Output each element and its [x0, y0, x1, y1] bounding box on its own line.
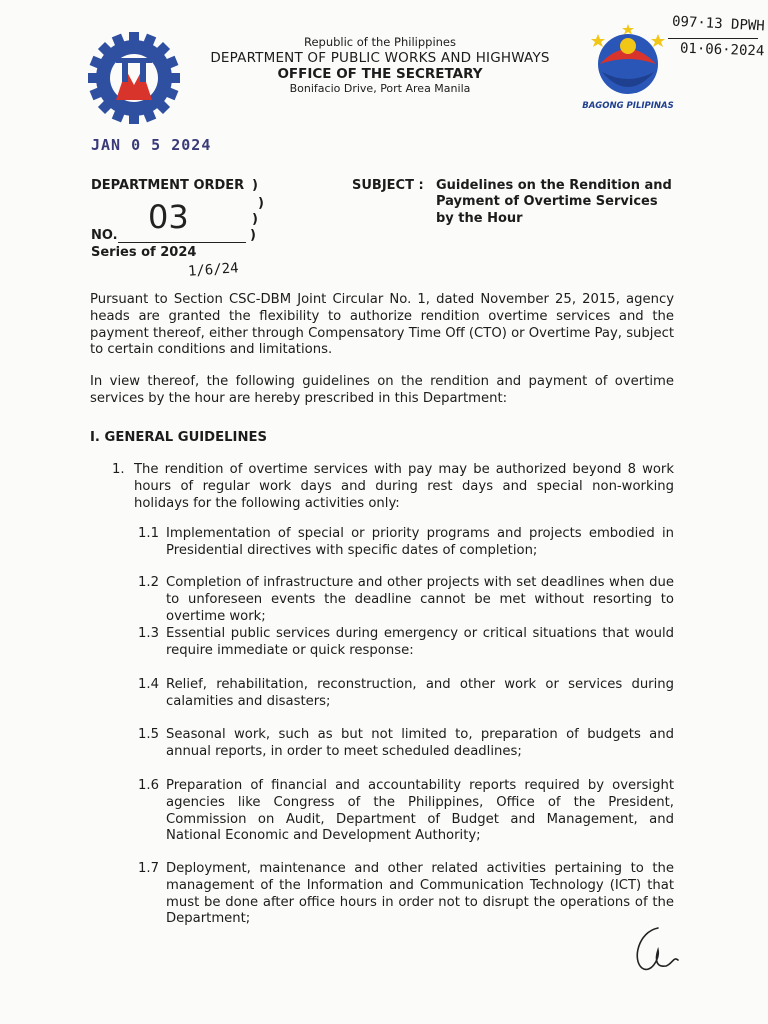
subitem-number: 1.1 [138, 526, 159, 541]
initial-date: 1/6/24 [187, 260, 240, 280]
section-heading: I. GENERAL GUIDELINES [90, 430, 267, 445]
subitem-number: 1.3 [138, 626, 159, 641]
subitem-number: 1.2 [138, 575, 159, 590]
order-number: 03 [148, 198, 189, 236]
item-text: The rendition of overtime services with pay may be authorized beyond 8 work hours of regular work days and during rest days and special non-working holidays for the following activities only: [134, 462, 674, 511]
subitem-number: 1.6 [138, 778, 159, 793]
subitem-text: Relief, rehabilitation, reconstruction, and other work or services during calamities and disasters; [166, 677, 674, 709]
republic-text: Republic of the Philippines [303, 35, 457, 49]
subitem-text: Completion of infrastructure and other projects with set deadlines when due to unforeseen events the deadline cannot be met without resorting to overtime work; [166, 575, 674, 624]
subitem-text: Essential public services during emergency or critical situations that would require immediate or quick response: [166, 626, 674, 658]
item-number: 1. [112, 462, 125, 477]
subject-label: SUBJECT : [352, 178, 424, 193]
order-number-label: NO. [91, 228, 118, 243]
office-address: Bonifacio Drive, Port Area Manila [289, 82, 471, 96]
subitem-number: 1.7 [138, 861, 159, 876]
signature-initial [628, 920, 688, 980]
subitem-text: Seasonal work, such as but not limited to, preparation of budgets and annual reports, in order to meet scheduled deadlines; [166, 727, 674, 759]
bracket-2: ) [258, 196, 264, 211]
control-number: 097·13 DPWH [671, 13, 766, 35]
office-name: OFFICE OF THE SECRETARY [277, 65, 483, 82]
dpwh-logo [86, 30, 182, 126]
issue-date-stamp: JAN 0 5 2024 [91, 136, 212, 154]
bracket-4: ) [250, 228, 256, 243]
order-series: Series of 2024 [91, 245, 197, 260]
subitem-text: Preparation of financial and accountability reports required by oversight agencies like Congress of the Philippines, Office of the President, Commission on Audit, Department of Budget and Management, and National Economic and Development Authority; [166, 778, 674, 844]
subitem-number: 1.5 [138, 727, 159, 742]
subitem-text: Implementation of special or priority programs and projects embodied in Presidential directives with specific dates of completion; [166, 526, 674, 558]
order-title: DEPARTMENT ORDER [91, 178, 245, 193]
letterhead [180, 36, 580, 95]
bracket-1: ) [252, 178, 258, 193]
control-underline [668, 38, 758, 39]
bracket-3: ) [252, 212, 258, 227]
subitem-text: Deployment, maintenance and other related activities pertaining to the management of the Information and Communication Technology (ICT) that must be done after office hours in order not to disrupt the operations of the Department; [166, 861, 674, 927]
intro-paragraph: Pursuant to Section CSC-DBM Joint Circular No. 1, dated November 25, 2015, agency heads are granted the flexibility to authorize rendition overtime services and the payment thereof, either through Compensatory Time Off (CTO) or Overtime Pay, subject to certain conditions and limitations. [90, 292, 674, 358]
order-number-line [118, 242, 246, 243]
prescription-paragraph: In view thereof, the following guidelines on the rendition and payment of overtime services by the hour are hereby prescribed in this Department: [90, 374, 674, 406]
subject-text: Guidelines on the Rendition and Payment of Overtime Services by the Hour [436, 178, 672, 226]
received-date: 01·06·2024 [679, 40, 765, 60]
bagong-pilipinas-logo [588, 24, 668, 102]
bagong-pilipinas-label: BAGONG PILIPINAS [582, 101, 674, 111]
department-name: DEPARTMENT OF PUBLIC WORKS AND HIGHWAYS [210, 49, 550, 66]
subitem-number: 1.4 [138, 677, 159, 692]
